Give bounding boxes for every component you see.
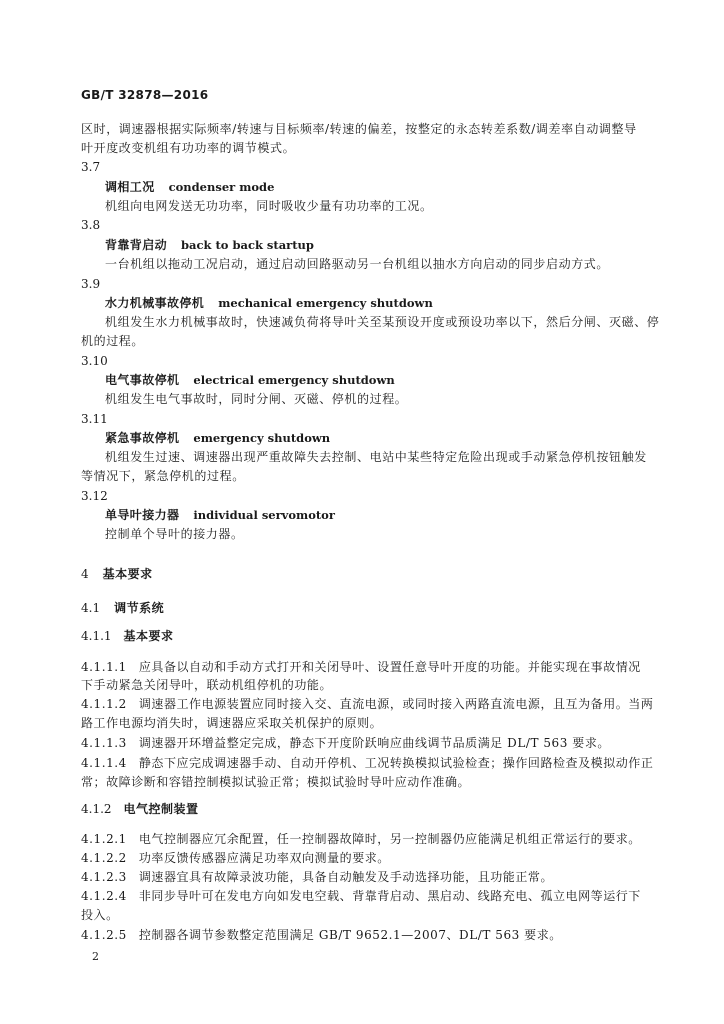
term-number: 3.9 [81, 277, 101, 291]
clause-number: 4.1.2.4 [81, 889, 127, 903]
term-zh: 背靠背启动 [105, 238, 168, 252]
subsection-number: 4.1.1 [81, 629, 112, 643]
term-en: condenser mode [168, 180, 275, 194]
term-zh: 紧急事故停机 [105, 431, 180, 445]
term-zh: 水力机械事故停机 [105, 296, 205, 310]
standard-number: GB/T 32878—2016 [81, 88, 209, 102]
term-zh: 调相工况 [105, 180, 155, 194]
clause-number: 4.1.1.1 [81, 660, 127, 674]
clause-text: 电气控制器应冗余配置，任一控制器故障时，另一控制器仍应能满足机组正常运行的要求。 [138, 832, 641, 846]
clause-text: 应具备以自动和手动方式打开和关闭导叶、设置任意导叶开度的功能。并能实现在事故情况 [138, 660, 641, 674]
clause-text: 路工作电源均消失时，调速器应采取关机保护的原则。 [81, 716, 383, 730]
term-heading [105, 373, 395, 387]
clause-line [81, 928, 562, 942]
term-heading [105, 296, 433, 310]
term-en: back to back startup [181, 238, 314, 252]
section-number: 4 [81, 567, 89, 581]
clause-number: 4.1.1.3 [81, 736, 127, 750]
clause-text: 非同步导叶可在发电方向如发电空载、背靠背启动、黑启动、线路充电、孤立电网等运行下 [138, 889, 641, 903]
clause-text: 功率反馈传感器应满足功率双向测量的要求。 [138, 851, 390, 865]
clause-text: 静态下应完成调速器手动、自动开停机、工况转换模拟试验检查；操作回路检查及模拟动作正 [138, 756, 654, 770]
clause-text: 调速器工作电源装置应同时接入交、直流电源，或同时接入两路直流电源，且互为备用。当两 [138, 697, 654, 711]
clause-text: 常；故障诊断和容错控制模拟试验正常；模拟试验时导叶应动作准确。 [81, 775, 471, 789]
term-number: 3.11 [81, 412, 108, 426]
clause-line [81, 870, 553, 884]
term-zh: 单导叶接力器 [105, 508, 180, 522]
section-title: 基本要求 [102, 567, 153, 581]
clause-line [81, 851, 390, 865]
subsection-title: 基本要求 [123, 629, 174, 643]
clause-number: 4.1.1.4 [81, 756, 127, 770]
term-number: 3.8 [81, 218, 101, 232]
term-definition: 机组向电网发送无功功率，同时吸收少量有功功率的工况。 [105, 199, 433, 213]
term-definition: 控制单个导叶的接力器。 [105, 527, 244, 541]
subsection-heading [81, 601, 164, 615]
clause-number: 4.1.2.3 [81, 870, 127, 884]
term-en: individual servomotor [193, 508, 335, 522]
clause-line [81, 697, 653, 711]
paragraph-line: 叶开度改变机组有功功率的调节模式。 [81, 141, 296, 155]
clause-number: 4.1.1.2 [81, 697, 127, 711]
subsection-heading [81, 802, 199, 816]
subsection-title: 电气控制装置 [123, 802, 199, 816]
clause-text: 控制器各调节参数整定范围满足 GB/T 9652.1—2007、DL/T 563 要求。 [138, 928, 562, 942]
clause-line [81, 660, 641, 674]
term-zh: 电气事故停机 [105, 373, 180, 387]
page-number: 2 [92, 950, 99, 963]
term-en: mechanical emergency shutdown [218, 296, 433, 310]
term-definition: 等情况下，紧急停机的过程。 [81, 469, 245, 483]
subsection-title: 调节系统 [114, 601, 165, 615]
clause-number: 4.1.2.5 [81, 928, 127, 942]
clause-line [81, 756, 653, 770]
term-en: emergency shutdown [193, 431, 331, 445]
term-definition: 机组发生水力机械事故时，快速减负荷将导叶关至某预设开度或预设功率以下，然后分闸、灭磁、停 [105, 315, 660, 329]
clause-number: 4.1.2.1 [81, 832, 127, 846]
clause-text: 下手动紧急关闭导叶，联动机组停机的功能。 [81, 678, 333, 692]
term-definition: 机的过程。 [81, 334, 145, 348]
section-heading [81, 567, 153, 581]
paragraph-line: 区时，调速器根据实际频率/转速与目标频率/转速的偏差，按整定的永态转差系数/调差率自动调整导 [81, 122, 637, 136]
term-number: 3.7 [81, 160, 101, 174]
term-number: 3.10 [81, 354, 108, 368]
clause-line [81, 889, 641, 903]
term-number: 3.12 [81, 489, 108, 503]
clause-text: 投入。 [81, 908, 119, 922]
clause-text: 调速器宜具有故障录波功能，具备自动触发及手动选择功能，且功能正常。 [138, 870, 553, 884]
term-en: electrical emergency shutdown [193, 373, 395, 387]
clause-text: 调速器开环增益整定完成，静态下开度阶跃响应曲线调节品质满足 DL/T 563 要求。 [138, 736, 610, 750]
clause-number: 4.1.2.2 [81, 851, 127, 865]
term-heading [105, 508, 335, 522]
subsection-heading [81, 629, 174, 643]
term-heading [105, 180, 274, 194]
subsection-number: 4.1 [81, 601, 101, 615]
term-definition: 一台机组以拖动工况启动，通过启动回路驱动另一台机组以抽水方向启动的同步启动方式。 [105, 257, 610, 271]
clause-line [81, 832, 641, 846]
term-heading [105, 431, 330, 445]
clause-line [81, 736, 610, 750]
term-heading [105, 238, 314, 252]
subsection-number: 4.1.2 [81, 802, 112, 816]
term-definition: 机组发生过速、调速器出现严重故障失去控制、电站中某些特定危险出现或手动紧急停机按钮触发 [105, 450, 647, 464]
term-definition: 机组发生电气事故时，同时分闸、灭磁、停机的过程。 [105, 392, 408, 406]
